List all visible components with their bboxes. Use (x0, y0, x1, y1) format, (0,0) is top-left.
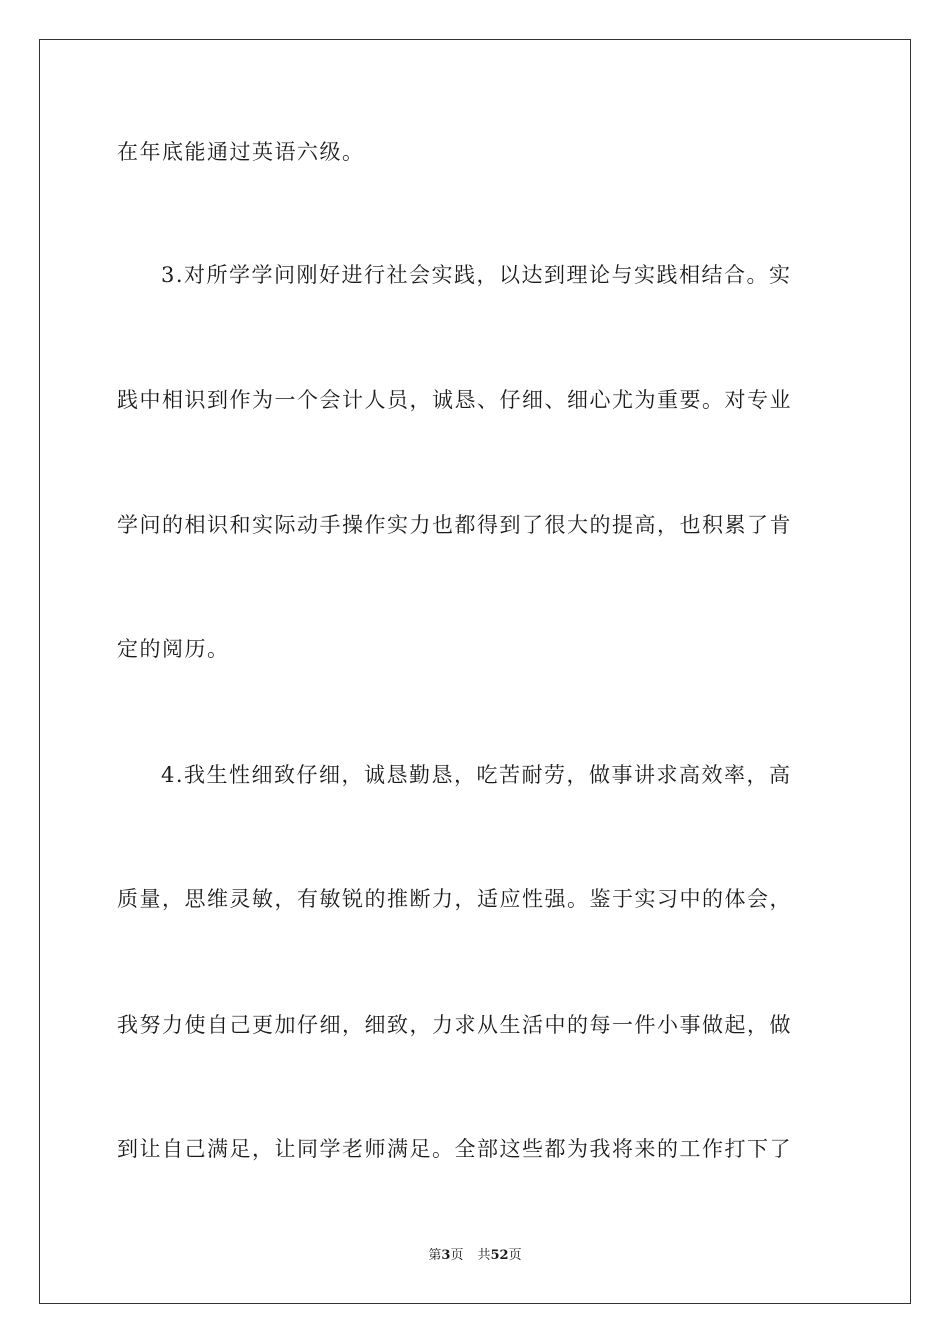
page-border (39, 39, 911, 1304)
total-pages: 52 (490, 1248, 509, 1263)
body-text-line: 定的阅历。 (117, 637, 230, 661)
body-text-line: 到让自己满足，让同学老师满足。全部这些都为我将来的工作打下了 (117, 1137, 792, 1161)
body-text-line: 质量，思维灵敏，有敏锐的推断力，适应性强。鉴于实习中的体会， (117, 887, 792, 911)
page-footer (0, 1247, 950, 1265)
body-text-line: 在年底能通过英语六级。 (117, 140, 365, 164)
body-text-line: 我努力使自己更加仔细，细致，力求从生活中的每一件小事做起，做 (117, 1013, 792, 1037)
body-text-line: 3.对所学学问刚好进行社会实践，以达到理论与实践相结合。实 (161, 263, 792, 287)
body-text-line: 践中相识到作为一个会计人员，诚恳、仔细、细心尤为重要。对专业 (117, 388, 792, 412)
total-label-prefix: 共 (477, 1248, 491, 1263)
page-label-prefix: 第 (428, 1248, 442, 1263)
body-text-line: 学问的相识和实际动手操作实力也都得到了很大的提高，也积累了肯 (117, 513, 792, 537)
body-text-line: 4.我生性细致仔细，诚恳勤恳，吃苦耐劳，做事讲求高效率，高 (161, 763, 792, 787)
page-label-suffix: 页 (450, 1248, 464, 1263)
page-number: 3 (441, 1248, 451, 1263)
total-label-suffix: 页 (508, 1248, 522, 1263)
